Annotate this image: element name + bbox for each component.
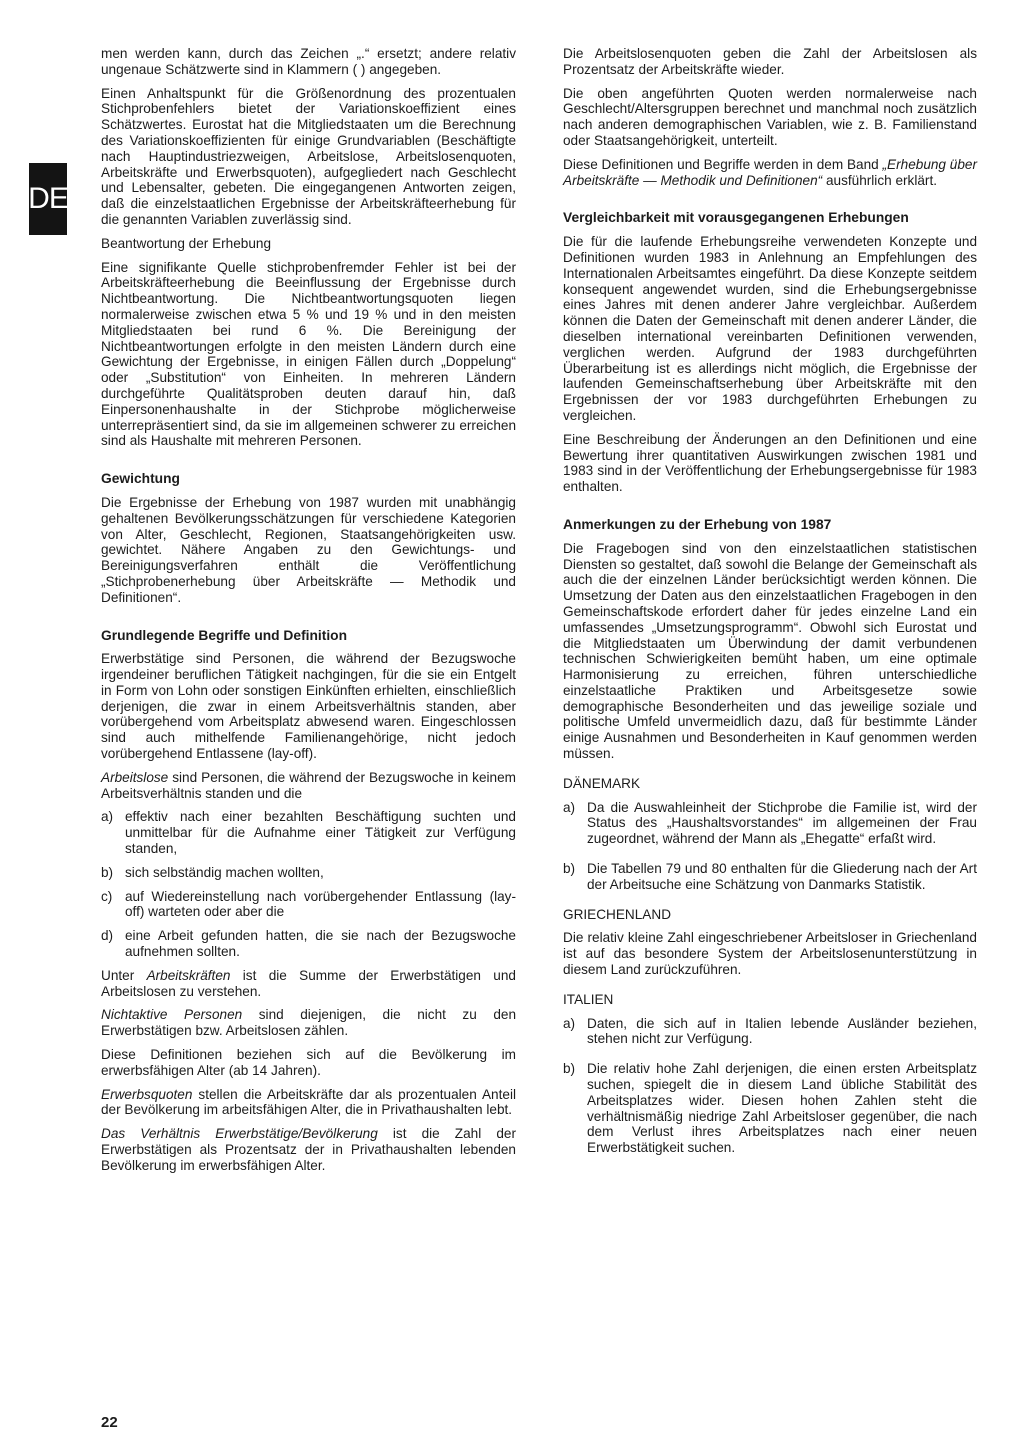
paragraph-text: ausführlich erklärt. [822,172,938,188]
paragraph: Die Fragebogen sind von den einzelstaatlichen statistischen Diensten so gestaltet, daß sowohl die Belange der Gemeinschaft als auch die der einzelnen Länder berücksichtigt werden können. Die Umsetzung der Daten aus den einzelstaatlichen Fragebogen in den Gemeinschaftskode erfordert daher für jedes einzelne Land ein umfassendes „Umsetzungsprogramm“. Obwohl sich Eurostat und die Mitgliedstaaten um Überwindung der damit verbundenen technischen Schwierigkeiten bemüht haben, um eine optimale Harmonisierung zu erreichen, führen unterschiedliche einzelstaatliche Praktiken und Arbeitsgesetze sowie demographische Besonderheiten und das jeweilige soziale und politische Umfeld unvermeidlich dazu, daß für bestimmte Länder einige Ausnahmen und Besonderheiten in Kauf genommen werden müssen. [563,540,977,762]
country-heading-italy: ITALIEN [563,991,614,1007]
list-item [563,1061,977,1156]
paragraph-text: Unter [101,967,147,983]
list-text: Die Tabellen 79 und 80 enthalten für die Gliederung nach der Art der Arbeitsuche eine Schätzung von Danmarks Statistik. [587,861,977,892]
paragraph-text: ist die Summe der Erwerbstätigen und Arbeitslosen zu verstehen. [101,967,516,999]
list-item [101,928,516,960]
paragraph-text: sind Personen, die während der Bezugswoche in keinem Arbeitsverhältnis standen und die [101,769,516,801]
list-item [101,865,516,881]
term: Arbeitskräften [146,967,231,983]
paragraph [563,157,977,189]
paragraph [101,1007,516,1039]
subheading-nonresponse: Beantwortung der Erhebung [101,235,272,251]
right-column [563,46,977,1164]
list-marker: a) [563,1015,576,1031]
paragraph: Die relativ kleine Zahl eingeschriebener Arbeitsloser in Griechenland ist auf das besondere System der Arbeitslosenunterstützung in diesem Land zurückzuführen. [563,930,977,978]
section-heading-notes: Anmerkungen zu der Erhebung von 1987 [563,516,832,532]
list-text: Daten, die sich auf in Italien lebende Ausländer beziehen, stehen nicht zur Verfügung. [587,1015,977,1047]
list-marker: a) [563,799,576,815]
section-heading-weighting: Gewichtung [101,471,180,487]
section-heading-definitions: Grundlegende Begriffe und Definition [101,627,348,643]
list-text: Da die Auswahleinheit der Stichprobe die Familie ist, wird der Status des „Haushaltsvorstandes“ im allgemeinen der Frau zugeordnet, während der Mann als „Ehegatte“ erfaßt wird. [587,799,977,847]
publication-title: „Erhebung über Arbeitskräfte — Methodik und Definitionen“ [563,156,977,188]
term: Das Verhältnis Erwerbstätige/Bevölkerung [101,1126,378,1142]
term: Arbeitslose [101,769,169,785]
list-text: auf Wiedereinstellung nach vorübergehender Entlassung (lay-off) warteten oder aber die [125,888,516,920]
paragraph-text: sind diejenigen, die nicht zu den Erwerbstätigen bzw. Arbeitslosen zählen. [101,1007,517,1039]
paragraph [101,1087,516,1119]
paragraph: Eine signifikante Quelle stichprobenfremder Fehler ist bei der Arbeitskräfteerhebung die Beeinflussung der Ergebnisse durch Nichtbeantwortung. Die Nichtbeantwortungsquoten liegen normalerweise zwischen etwa 5 % und 19 % und in den meisten Mitgliedstaaten bei rund 6 %. Die Bereinigung der Nichtbeantwortungen erfolgte in den meisten Ländern durch eine Gewichtung der Ergebnisse, in einigen Fällen durch „Doppelung“ oder „Substitution“ von Einheiten. In mehreren Ländern durchgeführte Qualitätsproben deuten darauf hin, daß Einpersonenhaushalte in der Stichprobe möglicherweise unterrepräsentiert sind, da sie im allgemeinen schwerer zu erreichen sind als Haushalte mit mehreren Personen. [101,259,516,449]
list-marker: b) [101,864,114,880]
paragraph-text: Diese Definitionen und Begriffe werden in dem Band [563,156,883,172]
list-marker: d) [101,928,114,944]
term: Erwerbsquoten [101,1086,193,1102]
paragraph: Die für die laufende Erhebungsreihe verwendeten Konzepte und Definitionen wurden 1983 in Anlehnung an Empfehlungen des Internationalen Arbeitsamtes eingeführt. Da diese Konzepte seitdem konsequent angewendet wurden, sind die Erhebungsergebnisse eines Jahres mit denen anderer Jahre vergleichbar. Außerdem können die Daten der Gemeinschaft mit denen anderer Länder, die dieselben international vereinbarten Definitionen verwenden, verglichen werden. Aufgrund der 1983 durchgeführten Überarbeitung ist es allerdings nicht möglich, die Ergebnisse der laufenden Gemeinschaftserhebung über Arbeitskräfte mit den Ergebnissen der vor 1983 durchgeführten Erhebungen zu vergleichen. [563,234,977,423]
paragraph: Eine Beschreibung der Änderungen an den Definitionen und eine Bewertung ihrer quantitativen Auswirkungen zwischen 1981 und 1983 sind in der Veröffentlichung der Erhebungsergebnisse für 1983 enthalten. [563,431,977,495]
paragraph-text: ist die Zahl der Erwerbstätigen als Prozentsatz der in Privathaushalten lebenden Bevölkerung im erwerbsfähigen Alter. [101,1126,516,1173]
paragraph [101,968,516,1000]
list-marker: b) [563,861,576,877]
paragraph: Die Arbeitslosenquoten geben die Zahl der Arbeitslosen als Prozentsatz der Arbeitskräfte wieder. [563,46,977,77]
paragraph: Erwerbstätige sind Personen, die während der Bezugswoche irgendeiner beruflichen Tätigkeit nachgingen, für die sie ein Entgelt in Form von Lohn oder sonstigen Einkünften erhielten, einschließlich derjenigen, die zwar in einem Arbeitsverhältnis standen, aber vorübergehend vom Arbeitsplatz abwesend waren. Eingeschlossen sind auch mithelfende Familienangehörige, nicht jedoch vorübergehend Entlassene (lay-off). [101,651,516,762]
list-marker: a) [101,809,114,825]
list-text: effektiv nach einer bezahlten Beschäftigung suchten und unmittelbar für die Aufnahme einer Tätigkeit zur Verfügung standen, [125,809,516,857]
list-item [101,809,516,856]
paragraph: Die Ergebnisse der Erhebung von 1987 wurden mit unabhängig gehaltenen Bevölkerungsschätzungen für verschiedene Kategorien von Alter, Geschlecht, Regionen, Staatsangehörigkeiten usw. gewichtet. Nähere Angaben zu den Gewichtungs- und Bereinigungsverfahren enthält die Veröffentlichung „Stichprobenerhebung über Arbeitskräfte — Methodik und Definitionen“. [101,494,516,605]
paragraph: men werden kann, durch das Zeichen „.“ ersetzt; andere relativ ungenaue Schätzwerte sind in Klammern ( ) angegeben. [101,46,516,77]
list-text: eine Arbeit gefunden hatten, die sie nach der Bezugswoche aufnehmen sollten. [125,928,516,960]
list-marker: b) [563,1061,576,1077]
list-text: sich selbständig machen wollten, [125,864,324,880]
paragraph: Die oben angeführten Quoten werden normalerweise nach Geschlecht/Altersgruppen berechnet und manchmal noch zusätzlich nach anderen demographischen Variablen, wie z. B. Familienstand oder Staatsangehörigkeit, unterteilt. [563,85,977,148]
page-number: 22 [101,1414,118,1431]
language-tab: DE [29,163,67,235]
paragraph-text: stellen die Arbeitskräfte dar als prozentualen Anteil der Bevölkerung im arbeitsfähigen Alter, die in Privathaushalten lebt. [101,1086,516,1118]
list-item [563,800,977,847]
list-marker: c) [101,888,113,904]
list-text: Die relativ hohe Zahl derjenigen, die einen ersten Arbeitsplatz suchen, spiegelt die in diesem Land übliche Stabilität des Arbeitsplatzes wider. Diesen hohen Zahlen steht die verhältnismäßig niedrige Zahl Arbeitsloser gegenüber, die nach dem Verlust ihres Arbeitsplatzes nach einer neuen Erwerbstätigkeit suchen. [587,1061,977,1156]
country-heading-denmark: DÄNEMARK [563,775,641,791]
section-heading-comparability: Vergleichbarkeit mit vorausgegangenen Erhebungen [563,210,909,226]
paragraph: Einen Anhaltspunkt für die Größenordnung des prozentualen Stichprobenfehlers bietet der Variationskoeffizient eines Schätzwertes. Eurostat hat die Mitgliedstaaten um die Berechnung des Variationskoeffizienten für einige Grundvariablen (Beschäftigte nach Hauptindustriezweigen, Arbeitslose, Arbeitslosenquoten, Arbeitskräfte und Erwerbsquoten), aufgegliedert nach Geschlecht und Lebensalter, gebeten. Die eingegangenen Antworten zeigen, daß die einzelstaatlichen Ergebnisse der Arbeitskräfteerhebung für die genannten Variablen zuverlässig sind. [101,85,516,227]
paragraph [101,770,516,802]
term: Nichtaktive Personen [101,1007,243,1023]
paragraph: Diese Definitionen beziehen sich auf die Bevölkerung im erwerbsfähigen Alter (ab 14 Jahren). [101,1047,516,1078]
list-item [563,1016,977,1048]
paragraph [101,1126,516,1173]
list-item [101,889,516,921]
list-item [563,861,977,893]
left-column [101,46,516,1182]
country-heading-greece: GRIECHENLAND [563,906,672,922]
